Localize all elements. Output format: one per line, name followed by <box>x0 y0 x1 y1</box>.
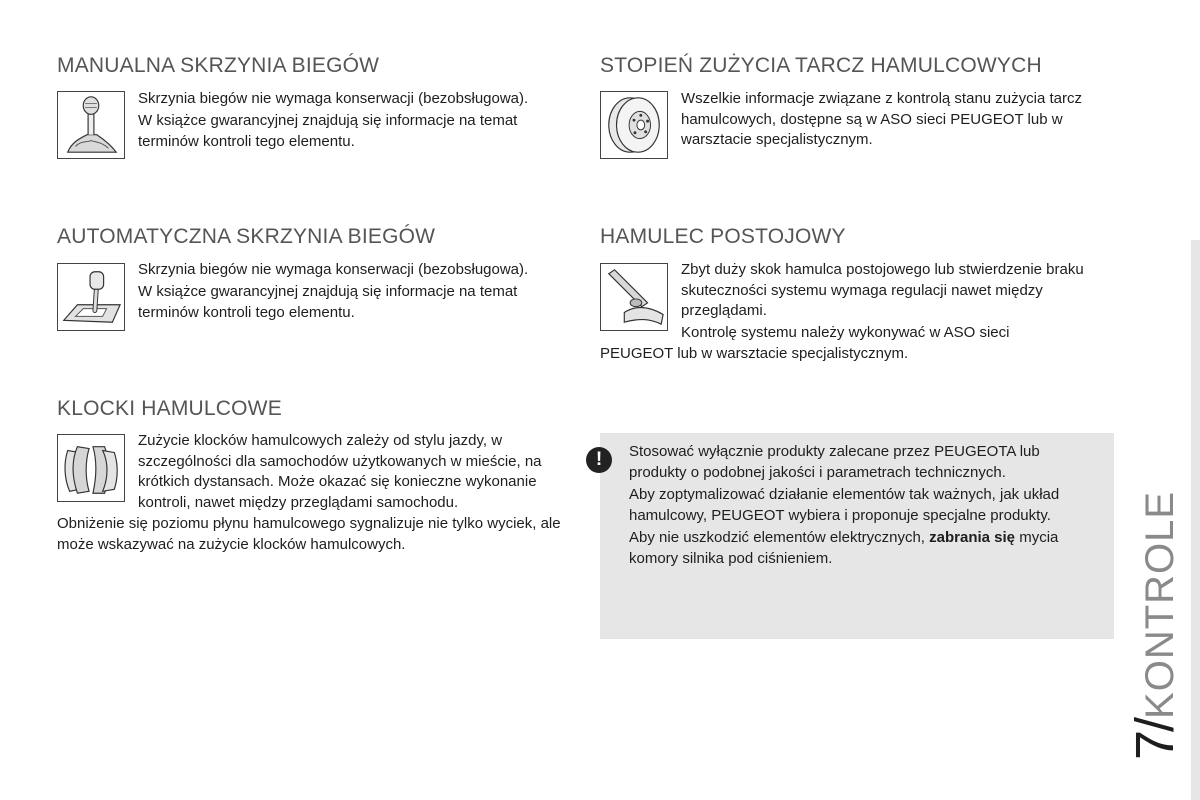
automatic-paragraph-1: Skrzynia biegów nie wymaga konserwacji (bezobsługowa). <box>138 261 529 278</box>
chapter-side-tab <box>1191 240 1200 800</box>
chapter-title: KONTROLE <box>1138 490 1182 719</box>
chapter-side-title <box>1124 491 1186 760</box>
notice-paragraph-3 <box>629 528 1099 569</box>
chapter-number: 7/ <box>1125 718 1185 760</box>
notice-paragraph-2: Aby zoptymalizować działanie elementów tak ważnych, jak układ hamulcowy, PEUGEOT wybiera i proponuje specjalne produkty. <box>629 486 1060 524</box>
parking-brake-paragraph-2: Kontrolę systemu należy wykonywać w ASO sieci PEUGEOT lub w warsztacie specjalistycznym. <box>600 324 1010 362</box>
automatic-paragraph-2: W książce gwarancyjnej znajdują się informacje na temat terminów kontroli tego elementu. <box>138 283 518 321</box>
heading-manual-gearbox: MANUALNA SKRZYNIA BIEGÓW <box>57 54 380 77</box>
manual-paragraph-2: W książce gwarancyjnej znajdują się informacje na temat terminów kontroli tego elementu. <box>138 112 518 150</box>
notice-paragraph-3-start: Aby nie uszkodzić elementów elektrycznych, <box>629 529 930 546</box>
brake-pads-icon <box>57 434 125 502</box>
parking-brake-paragraph-1: Zbyt duży skok hamulca postojowego lub stwierdzenie braku skuteczności systemu wymaga regulacji nawet między przeglądami. <box>681 261 1084 319</box>
notice-paragraph-3-bold: zabrania się <box>929 529 1016 546</box>
manual-paragraph-1: Skrzynia biegów nie wymaga konserwacji (bezobsługowa). <box>138 90 529 107</box>
notice-paragraph-1: Stosować wyłącznie produkty zalecane przez PEUGEOTA lub produkty o podobnej jakości i parametrach technicznych. <box>629 443 1040 481</box>
brake-disc-icon <box>600 91 668 159</box>
heading-brake-disc-wear: STOPIEŃ ZUŻYCIA TARCZ HAMULCOWYCH <box>600 54 1042 77</box>
manual-gear-lever-icon <box>57 91 125 159</box>
parking-brake-lever-icon <box>600 263 668 331</box>
heading-brake-pads: KLOCKI HAMULCOWE <box>57 397 282 420</box>
brake-disc-paragraph-1: Wszelkie informacje związane z kontrolą stanu zużycia tarcz hamulcowych, dostępne są w ASO sieci PEUGEOT lub w warsztacie specjalistycznym. <box>681 90 1082 148</box>
notice-paragraph-3-end: mycia komory silnika pod ciśnieniem. <box>629 529 1059 567</box>
heading-automatic-gearbox: AUTOMATYCZNA SKRZYNIA BIEGÓW <box>57 225 436 248</box>
brake-pads-paragraph-2: Obniżenie się poziomu płynu hamulcowego sygnalizuje nie tylko wyciek, ale może wskazywać na zużycie klocków hamulcowych. <box>57 515 561 553</box>
brake-pads-paragraph-1: Zużycie klocków hamulcowych zależy od stylu jazdy, w szczególności dla samochodów użytkowanych w mieście, na krótkich dystansach. Może okazać się konieczne wykonanie kontroli, nawet między przeglądami samochodu. <box>138 432 542 511</box>
exclamation-icon: ! <box>586 447 612 473</box>
automatic-gear-selector-icon <box>57 263 125 331</box>
heading-parking-brake: HAMULEC POSTOJOWY <box>600 225 846 248</box>
